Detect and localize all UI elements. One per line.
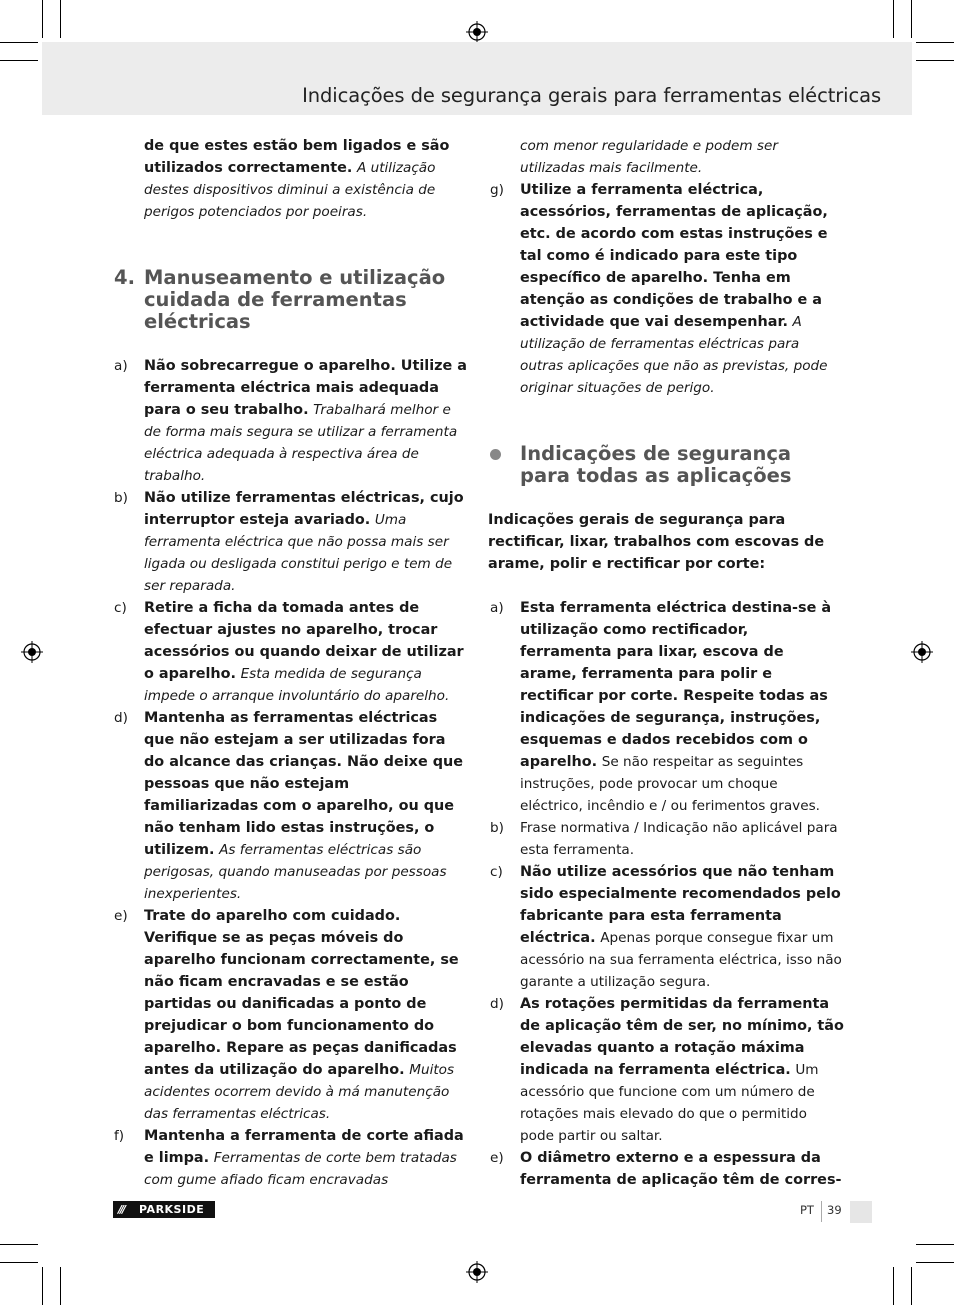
item-bold: Mantenha as ferramentas eléctricas que não estejam a ser utilizadas fora do alcance das crianças. Não deixe que pessoas que não estejam familiarizadas com o aparelho, ou que não tenham lido estas instruções, o utilizem. [144,710,464,858]
crop-mark [42,1267,43,1305]
section-number: 4. [114,266,135,289]
item-label: b) [490,820,504,836]
list-item [488,179,844,399]
section-heading [488,443,844,487]
list-item [112,905,468,1125]
item-bold: Retire a ficha da tomada antes de efectuar ajustes no aparelho, trocar acessórios ou quando deixar de utilizar o aparelho. [144,600,464,682]
item-bold: As rotações permitidas da ferramenta de aplicação têm de ser, no mínimo, tão elevadas quanto a rotação máxima indicada na ferramenta eléctrica. [520,996,844,1078]
crop-mark [42,0,43,38]
item-label: c) [114,600,127,616]
list-item [112,1125,468,1191]
crop-mark [916,1244,954,1245]
language-code: PT [800,1203,814,1217]
crop-mark [911,0,912,38]
item-italic: Uma ferramenta eléctrica que não possa mais ser ligada ou desligada constitui perigo e tem de ser reparada. [144,512,453,594]
item-text: Se não respeitar as seguintes instruções, pode provocar um choque eléctrico, incêndio e / ou ferimentos graves. [520,754,820,814]
item-list [488,597,844,1191]
list-item [488,817,844,861]
logo-text: PARKSIDE [139,1203,205,1216]
item-list [112,355,468,1191]
crop-mark [916,42,954,43]
subheading-text: Indicações gerais de segurança para rectificar, lixar, trabalhos com escovas de arame, polir e rectificar por corte: [488,512,825,572]
crop-mark [0,60,38,61]
item-italic: As ferramentas eléctricas são perigosas, quando manuseadas por pessoas inexperientes. [144,842,447,902]
item-bold: Utilize a ferramenta eléctrica, acessórios, ferramentas de aplicação, etc. de acordo com estas instruções e tal como é indicado para este tipo específico de aparelho. Tenha em atenção as condições de trabalho e a actividade que vai desempenhar. [520,182,828,330]
page-number: 39 [827,1203,842,1217]
crop-mark [893,1267,894,1305]
item-bold: Trate do aparelho com cuidado. Verifique se as peças móveis do aparelho funcionam correctamente, se não ficam encravadas e se estão partidas ou danificadas a ponto de prejudicar o bom funcionamento do aparelho. Repare as peças danificadas antes da utilização do aparelho. [144,908,459,1078]
registration-mark-icon [466,1261,488,1283]
item-bold: Não utilize acessórios que não tenham sido especialmente recomendados pelo fabricante para esta ferramenta eléctrica. [520,864,841,946]
intro-italic: A utilização destes dispositivos diminui a existência de perigos potenciados por poeiras. [144,160,436,220]
item-italic: A utilização de ferramentas eléctricas para outras aplicações que não as previstas, pode originar situações de perigo. [520,314,828,396]
brand-logo [113,1201,215,1218]
item-bold: Não utilize ferramentas eléctricas, cujo interruptor esteja avariado. [144,490,464,528]
item-text: Um acessório que funcione com um número de rotações mais elevado do que o permitido pode partir ou saltar. [520,1062,819,1144]
item-label: a) [114,358,128,374]
registration-mark-icon [911,641,933,663]
crop-mark [60,1267,61,1305]
item-text: Frase normativa / Indicação não aplicável para esta ferramenta. [520,820,838,858]
item-label: b) [114,490,128,506]
item-label: d) [490,996,504,1012]
item-label: g) [490,182,504,198]
item-italic: Esta medida de segurança impede o arranque involuntário do aparelho. [144,666,450,704]
crop-mark [916,1262,954,1263]
item-label: f) [114,1128,125,1144]
intro-bold: de que estes estão bem ligados e são utilizados correctamente. [144,138,450,176]
item-bold: O diâmetro externo e a espessura da ferramenta de aplicação têm de corres- [520,1150,842,1188]
right-column [488,135,844,1191]
continued-italic: com menor regularidade e podem ser utilizadas mais facilmente. [520,138,778,176]
section-heading [112,267,468,333]
crop-mark [911,1267,912,1305]
page-title: Indicações de segurança gerais para ferramentas eléctricas [302,84,881,107]
crop-mark [0,1244,38,1245]
item-label: a) [490,600,504,616]
item-italic: Muitos acidentes ocorrem devido à má manutenção das ferramentas eléctricas. [144,1062,455,1122]
logo-stripes: /// [118,1203,125,1216]
list-item [488,1147,844,1191]
footer-divider [821,1201,822,1222]
crop-mark [0,1262,38,1263]
left-column [112,135,468,1191]
item-bold: Mantenha a ferramenta de corte afiada e limpa. [144,1128,464,1166]
list-item [488,861,844,993]
item-bold: Não sobrecarregue o aparelho. Utilize a ferramenta eléctrica mais adequada para o seu trabalho. [144,358,468,418]
item-italic: Ferramentas de corte bem tratadas com gume afiado ficam encravadas [144,1150,457,1188]
bullet-icon [490,449,501,460]
list-item [112,597,468,707]
item-label: c) [490,864,503,880]
crop-mark [893,0,894,38]
item-text: Apenas porque consegue fixar um acessório na sua ferramenta eléctrica, isso não garante a utilização segura. [520,930,842,990]
item-italic: Trabalhará melhor e de forma mais segura se utilizar a ferramenta eléctrica adequada à respectiva área de trabalho. [144,402,458,484]
crop-mark [60,0,61,38]
crop-mark [0,42,38,43]
registration-mark-icon [21,641,43,663]
section-title: Manuseamento e utilização cuidada de ferramentas eléctricas [144,266,446,333]
subheading [488,509,844,575]
list-item [112,487,468,597]
continued-paragraph [488,135,844,179]
item-label: e) [490,1150,504,1166]
list-item [488,597,844,817]
item-label: e) [114,908,128,924]
item-bold: Esta ferramenta eléctrica destina-se à utilização como rectificador, ferramenta para lixar, escova de arame, ferramenta para polir e rectificar por corte. Respeite todas as indicações de segurança, instruções, esquemas e dados recebidos com o aparelho. [520,600,832,770]
crop-mark [916,60,954,61]
intro-paragraph [112,135,468,223]
list-item [112,355,468,487]
list-item [112,707,468,905]
list-item [488,993,844,1147]
section-title: Indicações de segurança para todas as aplicações [520,442,792,487]
item-label: d) [114,710,128,726]
footer-tab [850,1201,872,1223]
registration-mark-icon [466,21,488,43]
